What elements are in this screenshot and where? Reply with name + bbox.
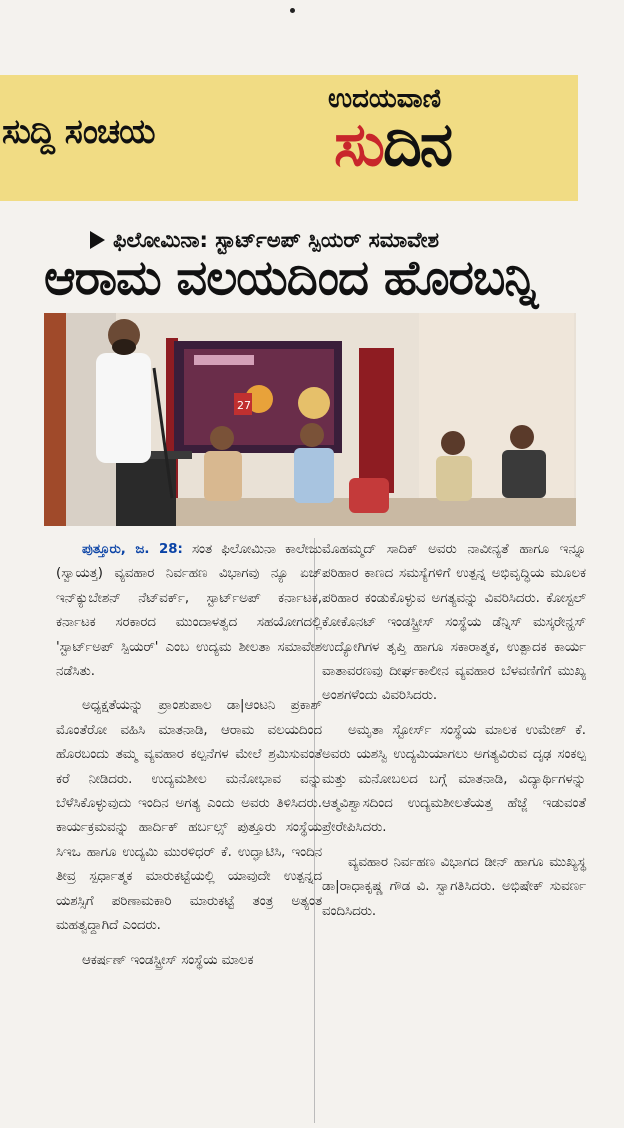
- section-label: ಸುದ್ದಿ ಸಂಚಯ: [2, 112, 155, 152]
- paragraph-3: ಆಕರ್ಷಣ್ ಇಂಡಸ್ಟ್ರೀಸ್ ಸಂಸ್ಥೆಯ ಮಾಲಕ: [82, 952, 254, 968]
- event-photo-illustration: [44, 313, 576, 526]
- article-headline: ಆರಾಮ ವಲಯದಿಂದ ಹೊರಬನ್ನಿ: [44, 250, 537, 306]
- dateline: ಪುತ್ತೂರು, ಜ. 28:: [82, 542, 183, 557]
- article-column-2: [322, 538, 586, 924]
- kicker-text: ಫಿಲೋಮಿನಾ: ಸ್ಟಾರ್ಟ್‌ಅಪ್ ಸ್ಪಿಯರ್ ಸಮಾವೇಶ: [113, 228, 440, 252]
- article-column-1: [56, 538, 322, 973]
- banner-number: 27: [237, 399, 251, 412]
- paragraph-1: [56, 538, 322, 684]
- print-speck: [290, 8, 295, 13]
- publication-logo-part1: ಸು: [334, 110, 383, 180]
- event-photo: [44, 313, 576, 526]
- publication-logo: [334, 110, 451, 180]
- paragraph-4: ಮೊಹಮ್ಮದ್ ಸಾದಿಕ್ ಅವರು ನಾವೀನ್ಯತೆ ಹಾಗೂ ಇನ್ನೂ ಪರಿಹಾರ ಕಾಣದ ಸಮಸ್ಯೆಗಳಿಗೆ ಉತ್ಪನ್ನ ಅಭಿವೃದ್ಧಿಯ ಮೂಲಕ ಪರಿಹಾರ ಕಂಡುಕೊಳ್ಳುವ ಅಗತ್ಯವನ್ನು ವಿವರಿಸಿದರು. ಕೋಸ್ಟಲ್ ಕೋಕೊನಟ್ ಇಂಡಸ್ಟ್ರೀಸ್ ಸಂಸ್ಥೆಯ ಡೆನ್ನಿಸ್ ಮಸ್ಕರೇನ್ಹಸ್ ಉದ್ಯೋಗಿಗಳ ತೃಪ್ತಿ ಹಾಗೂ ಸಕಾರಾತ್ಮಕ, ಉತ್ಪಾದಕ ಕಾರ್ಯ ವಾತಾವರಣವು ದೀರ್ಘಕಾಲೀನ ವ್ಯವಹಾರ ಬೆಳವಣಿಗೆಗೆ ಮುಖ್ಯ ಅಂಶಗಳೆಂದು ವಿವರಿಸಿದರು.: [322, 542, 586, 704]
- paragraph-1-text: ಸಂತ ಫಿಲೋಮಿನಾ ಕಾಲೇಜು (ಸ್ವಾಯತ್ತ) ವ್ಯವಹಾರ ನಿರ್ವಹಣ ವಿಭಾಗವು ನ್ಯೂ ಏಜ್ ಇನ್‌ಕ್ಯುಬೇಶನ್ ನೆಟ್‌ವರ್ಕ್, ಸ್ಟಾರ್ಟ್‌ಅಪ್ ಕರ್ನಾಟಕ, ಕರ್ನಾಟಕ ಸರಕಾರದ ಮುಂದಾಳತ್ವದ ಸಹಯೋಗದಲ್ಲಿ 'ಸ್ಟಾರ್ಟ್‌ಅಪ್ ಸ್ಪಿಯರ್' ಎಂಬ ಉದ್ಯಮ ಶೀಲತಾ ಸಮಾವೇಶ ನಡೆಸಿತು.: [56, 542, 322, 680]
- paragraph-5: ಅಮೃತಾ ಸ್ಟೋರ್ಸ್ ಸಂಸ್ಥೆಯ ಮಾಲಕ ಉಮೇಶ್ ಕೆ. ಅವರು ಯಶಸ್ವಿ ಉದ್ಯಮಿಯಾಗಲು ಅಗತ್ಯವಿರುವ ದೃಢ ಸಂಕಲ್ಪ ಮತ್ತು ಮನೋಬಲದ ಬಗ್ಗೆ ಮಾತನಾಡಿ, ವಿದ್ಯಾರ್ಥಿಗಳನ್ನು ಆತ್ಮವಿಶ್ವಾಸದಿಂದ ಉದ್ಯಮಶೀಲತೆಯತ್ತ ಹೆಜ್ಜೆ ಇಡುವಂತೆ ಪ್ರೇರೇಪಿಸಿದರು.: [322, 722, 586, 836]
- play-triangle-icon: [90, 231, 105, 249]
- publication-logo-part2: ದಿನ: [382, 110, 452, 180]
- paragraph-2: ಅಧ್ಯಕ್ಷತೆಯನ್ನು ಪ್ರಾಂಶುಪಾಲ ಡಾ|ಆಂಟನಿ ಪ್ರಕಾಶ್ ಮೊಂತೆರೋ ವಹಿಸಿ ಮಾತನಾಡಿ, ಆರಾಮ ವಲಯದಿಂದ ಹೊರಬಂದು ತಮ್ಮ ವ್ಯವಹಾರ ಕಲ್ಪನೆಗಳ ಮೇಲೆ ಶ್ರಮಿಸುವಂತೆ ಕರೆ ನೀಡಿದರು. ಉದ್ಯಮಶೀಲ ಮನೋಭಾವ ವನ್ನು ಬೆಳೆಸಿಕೊಳ್ಳುವುದು ಇಂದಿನ ಅಗತ್ಯ ಎಂದು ಅವರು ತಿಳಿಸಿದರು. ಕಾರ್ಯಕ್ರಮವನ್ನು ಹಾರ್ದಿಕ್ ಹರ್ಬಲ್ಸ್ ಪುತ್ತೂರು ಸಂಸ್ಥೆಯ ಸಿಇಒ ಹಾಗೂ ಉದ್ಯಮಿ ಮುರಳಿಧರ್ ಕೆ. ಉದ್ಘಾಟಿಸಿ, ಇಂದಿನ ತೀವ್ರ ಸ್ಪರ್ಧಾತ್ಮಕ ಮಾರುಕಟ್ಟೆಯಲ್ಲಿ ಯಾವುದೇ ಉತ್ಪನ್ನದ ಯಶಸ್ಸಿಗೆ ಪರಿಣಾಮಕಾರಿ ಮಾರುಕಟ್ಟೆ ತಂತ್ರ ಅತ್ಯಂತ ಮಹತ್ವದ್ದಾಗಿದೆ ಎಂದರು.: [56, 698, 322, 934]
- paragraph-6: ವ್ಯವಹಾರ ನಿರ್ವಹಣ ವಿಭಾಗದ ಡೀನ್ ಹಾಗೂ ಮುಖ್ಯಸ್ಥ ಡಾ|ರಾಧಾಕೃಷ್ಣ ಗೌಡ ವಿ. ಸ್ವಾಗತಿಸಿದರು. ಅಭಿಷೇಕ್ ಸುವರ್ಣ ವಂದಿಸಿದರು.: [322, 854, 586, 919]
- publication-name-small: ಉದಯವಾಣಿ: [328, 84, 441, 114]
